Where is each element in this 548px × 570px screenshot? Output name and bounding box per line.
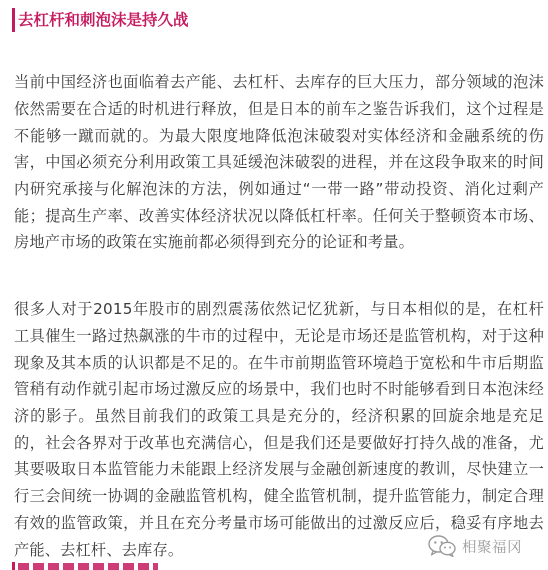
paragraph-2: 很多人对于2015年股市的剧烈震荡依然记忆犹新，与日本相似的是，在杠杆工具催生一路过热飙涨的牛市的过程中，无论是市场还是监管机构，对于这种现象及其本质的认识都是不足的。在牛市前期监管环境趋于宽松和牛市后期监管稍有动作就引起市场过激反应的场景中，我们也时不时能够看到日本泡沫经济的影子。虽然目前我们的政策工具是充分的，经济积累的回旋余地是充足的，社会各界对于改革也充满信心，但是我们还是要做好打持久战的准备，尤其要吸取日本监管能力未能跟上经济发展与金融创新速度的教训，尽快建立一行三会间统一协调的金融监管机构，健全监管机制，提升监管能力，制定合理有效的监管政策，并且在充分考量市场可能做出的过激反应后，稳妥有序地去产能、去杠杆、去库存。 <box>14 300 544 559</box>
section-heading: 去杠杆和刺泡沫是持久战 <box>12 8 189 32</box>
heading-accent-bar <box>12 562 15 570</box>
watermark-text: 相聚福冈 <box>462 539 522 556</box>
paragraph-1: 当前中国经济也面临着去产能、去杠杆、去库存的巨大压力，部分领域的泡沫依然需要在合适的时机进行释放，但是日本的前车之鉴告诉我们，这个过程是不能够一蹴而就的。为最大限度地降低泡沫破裂对实体经济和金融系统的伤害，中国必须充分利用政策工具延缓泡沫破裂的进程，并在这段争取来的时间内研究承接与化解泡沫的方法，例如通过“一带一路”带动投资、消化过剩产能；提高生产率、改善实体经济状况以降低杠杆率。任何关于整顿资本市场、房地产市场的政策在实施前都必须得到充分的论证和考量。 <box>14 73 544 252</box>
watermark <box>424 533 526 559</box>
cropped-heading-text <box>18 563 158 570</box>
next-section-heading-partial <box>12 562 162 570</box>
wechat-icon <box>428 535 456 557</box>
